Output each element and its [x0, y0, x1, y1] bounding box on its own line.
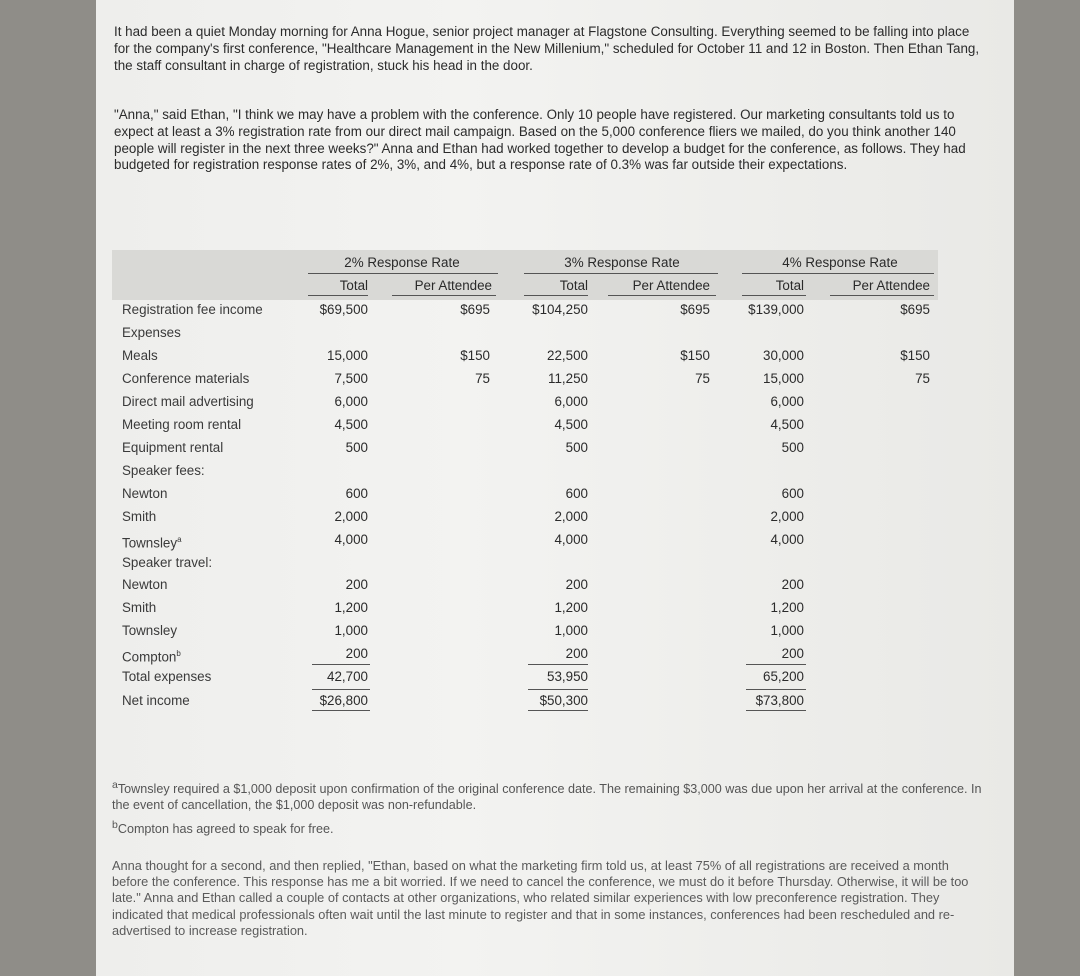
table-cell: 1,000: [770, 623, 804, 638]
table-cell: $695: [460, 302, 490, 317]
table-cell: $150: [900, 348, 930, 363]
net-double-rule: [312, 710, 370, 711]
table-cell: $73,800: [755, 693, 804, 708]
table-cell: 200: [781, 577, 804, 592]
row-label: Meals: [122, 348, 158, 363]
document-page: [96, 0, 1014, 976]
total-rule-4pct: [746, 664, 806, 665]
col-underline: [608, 295, 716, 296]
row-label: Expenses: [122, 325, 181, 340]
net-rule-2pct: [312, 689, 370, 690]
table-cell: $104,250: [532, 302, 588, 317]
total-rule-2pct: [312, 664, 370, 665]
table-cell: 4,000: [770, 532, 804, 547]
row-label: Townsley: [122, 623, 178, 638]
table-cell: 4,000: [554, 532, 588, 547]
table-cell: $69,500: [319, 302, 368, 317]
row-label: Total expenses: [122, 669, 212, 684]
row-label: Newton: [122, 577, 168, 592]
table-cell: $150: [460, 348, 490, 363]
table-cell: 1,200: [554, 600, 588, 615]
table-cell: 75: [475, 371, 490, 386]
table-cell: 30,000: [763, 348, 804, 363]
table-cell: 6,000: [770, 394, 804, 409]
table-cell: 600: [781, 486, 804, 501]
table-cell: 200: [345, 577, 368, 592]
row-label: Net income: [122, 693, 190, 708]
table-cell: $150: [680, 348, 710, 363]
footnote-a: $^a$Townsley required a $1,000 deposit upon confirmation of the original conference date. The remaining $3,000 was due upon her arrival at the conference. In the event of cancellation, the $1,000 deposit was non-refundable.: [112, 779, 982, 812]
table-cell: 200: [345, 646, 368, 661]
table-cell: 600: [345, 486, 368, 501]
table-cell: 15,000: [763, 371, 804, 386]
table-cell: 4,000: [334, 532, 368, 547]
group-underline-2pct: [308, 273, 498, 274]
table-cell: 7,500: [334, 371, 368, 386]
table-cell: 42,700: [327, 669, 368, 684]
table-cell: 1,200: [334, 600, 368, 615]
group-title-2pct: 2% Response Rate: [344, 255, 460, 270]
row-label: Direct mail advertising: [122, 394, 254, 409]
col-header-per-2pct: Per Attendee: [414, 278, 492, 293]
table-cell: $50,300: [539, 693, 588, 708]
table-cell: 53,950: [547, 669, 588, 684]
table-cell: 75: [695, 371, 710, 386]
row-label: Newton: [122, 486, 168, 501]
table-cell: 600: [565, 486, 588, 501]
table-cell: 500: [781, 440, 804, 455]
table-cell: 2,000: [334, 509, 368, 524]
col-underline: [830, 295, 934, 296]
group-underline-4pct: [742, 273, 934, 274]
group-title-4pct: 4% Response Rate: [782, 255, 898, 270]
col-underline: [308, 295, 368, 296]
row-label: Compton$^b$: [122, 649, 181, 665]
table-cell: 200: [565, 577, 588, 592]
footnote-ref: b: [176, 649, 181, 658]
row-label: Townsley$^a$: [122, 535, 182, 551]
col-header-per-4pct: Per Attendee: [852, 278, 930, 293]
row-label: Smith: [122, 509, 157, 524]
table-cell: 4,500: [554, 417, 588, 432]
table-cell: 6,000: [334, 394, 368, 409]
row-label: Conference materials: [122, 371, 250, 386]
net-rule-4pct: [746, 689, 806, 690]
col-header-total-4pct: Total: [775, 278, 804, 293]
table-cell: 200: [781, 646, 804, 661]
net-rule-3pct: [528, 689, 588, 690]
closing-paragraph: Anna thought for a second, and then replied, "Ethan, based on what the marketing firm told us, at least 75% of all registrations are received a month before the conference. This response has me a bit worried. If we need to cancel the conference, we must do it before Thursday. Otherwise, it will be too late." Anna and Ethan called a couple of contacts at other organizations, who related similar experiences with low preconference registration. They indicated that medical professionals often wait until the last minute to register and that in some instances, conferences had been rescheduled and re-advertised to increase registration.: [112, 858, 969, 938]
row-label: Speaker fees:: [122, 463, 205, 478]
net-double-rule: [528, 710, 588, 711]
footnote-b-mark: b: [112, 819, 118, 831]
table-cell: 15,000: [327, 348, 368, 363]
table-cell: $695: [680, 302, 710, 317]
intro-paragraph-1: It had been a quiet Monday morning for Anna Hogue, senior project manager at Flagstone Consulting. Everything seemed to be falling into place for the company's first conference, "Healthcare Management in the New Millenium," scheduled for October 11 and 12 in Boston. Then Ethan Tang, the staff consultant in charge of registration, stuck his head in the door.: [114, 24, 980, 73]
table-cell: 75: [915, 371, 930, 386]
footnote-b: $^b$Compton has agreed to speak for free.: [112, 819, 334, 837]
col-underline: [524, 295, 588, 296]
table-cell: 1,200: [770, 600, 804, 615]
table-cell: 200: [565, 646, 588, 661]
col-header-per-3pct: Per Attendee: [632, 278, 710, 293]
table-cell: 2,000: [554, 509, 588, 524]
col-underline: [742, 295, 806, 296]
table-cell: 65,200: [763, 669, 804, 684]
row-label: Equipment rental: [122, 440, 224, 455]
table-cell: 500: [345, 440, 368, 455]
intro-paragraph-2: "Anna," said Ethan, "I think we may have a problem with the conference. Only 10 people have registered. Our marketing consultants told us to expect at least a 3% registration rate from our direct mail campaign. Based on the 5,000 conference fliers we mailed, do you think another 140 people will register in the next three weeks?" Anna and Ethan had worked together to develop a budget for the conference, as follows. They had budgeted for registration response rates of 2%, 3%, and 4%, but a response rate of 0.3% was far outside their expectations.: [114, 107, 966, 173]
table-cell: 11,250: [548, 371, 588, 386]
net-double-rule: [746, 710, 806, 711]
table-cell: 22,500: [547, 348, 588, 363]
row-label: Speaker travel:: [122, 555, 213, 570]
table-cell: 1,000: [554, 623, 588, 638]
footnote-ref: a: [177, 535, 182, 544]
group-underline-3pct: [524, 273, 718, 274]
row-label: Meeting room rental: [122, 417, 242, 432]
row-label: Smith: [122, 600, 157, 615]
table-cell: 4,500: [334, 417, 368, 432]
table-cell: $139,000: [748, 302, 804, 317]
table-cell: 6,000: [554, 394, 588, 409]
table-cell: $26,800: [319, 693, 368, 708]
table-cell: 4,500: [770, 417, 804, 432]
col-header-total-3pct: Total: [559, 278, 588, 293]
table-cell: 2,000: [770, 509, 804, 524]
col-header-total-2pct: Total: [339, 278, 368, 293]
table-cell: $695: [900, 302, 930, 317]
group-title-3pct: 3% Response Rate: [564, 255, 680, 270]
table-cell: 500: [565, 440, 588, 455]
total-rule-3pct: [528, 664, 588, 665]
table-cell: 1,000: [334, 623, 368, 638]
row-label: Registration fee income: [122, 302, 263, 317]
col-underline: [392, 295, 496, 296]
footnote-a-mark: a: [112, 779, 118, 791]
